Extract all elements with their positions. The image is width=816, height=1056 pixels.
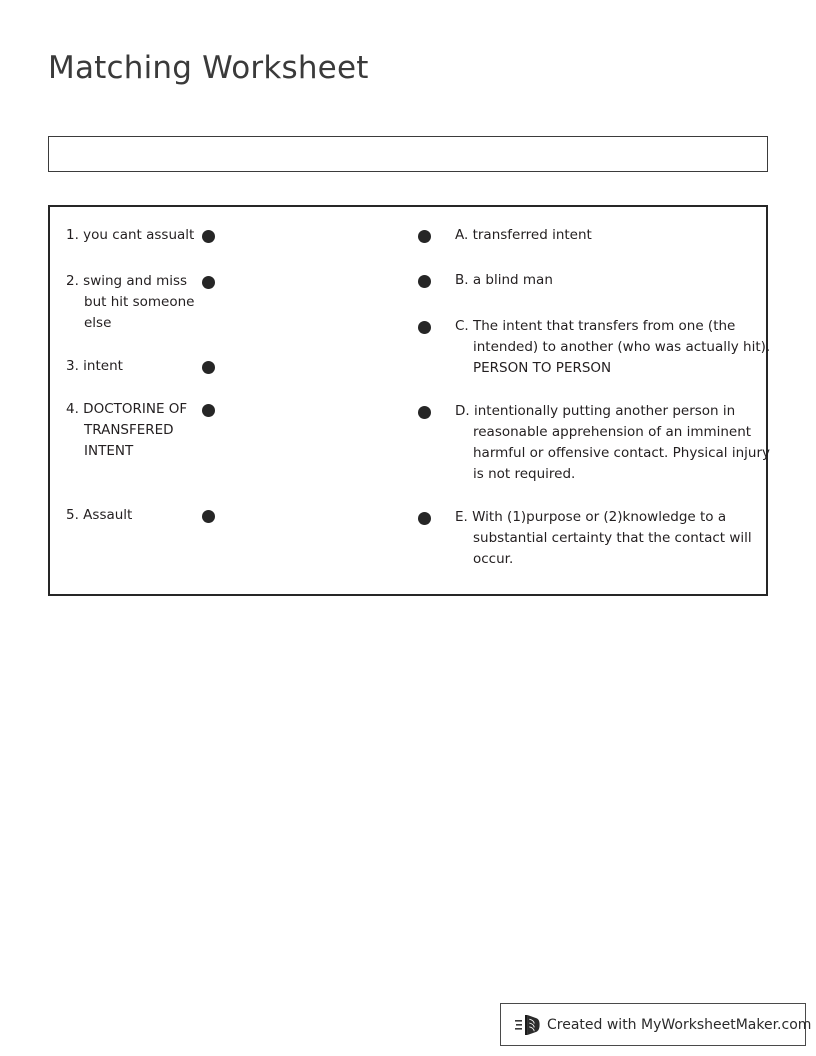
prompt-row[interactable] <box>50 505 380 535</box>
prompt-connector-dot[interactable] <box>202 404 215 417</box>
prompt-text: 1. you cant assualt <box>66 227 195 243</box>
answer-text: D. intentionally putting another person in reasonable apprehension of an imminent harmful or offensive contact. Physical injury is not required. <box>455 403 770 482</box>
prompt-connector-dot[interactable] <box>202 361 215 374</box>
matching-columns <box>50 207 771 594</box>
answer-connector-dot[interactable] <box>418 230 431 243</box>
answer-row[interactable] <box>406 270 766 316</box>
answer-text: A. transferred intent <box>455 227 592 243</box>
prompt-column <box>50 225 380 535</box>
prompt-text: 3. intent <box>66 358 123 374</box>
answer-row[interactable] <box>406 401 770 507</box>
instructions-box[interactable] <box>48 136 768 172</box>
answer-connector-dot[interactable] <box>418 406 431 419</box>
answer-column <box>406 225 771 572</box>
prompt-connector-dot[interactable] <box>202 510 215 523</box>
badge-label: Created with MyWorksheetMaker.com <box>547 1016 812 1033</box>
prompt-connector-dot[interactable] <box>202 230 215 243</box>
prompt-text: 5. Assault <box>66 507 133 523</box>
answer-row[interactable] <box>406 507 766 572</box>
matching-exercise-box <box>48 205 771 596</box>
prompt-row[interactable] <box>50 356 380 399</box>
page-title: Matching Worksheet <box>48 50 369 86</box>
answer-row[interactable] <box>406 225 766 270</box>
created-with-badge[interactable] <box>500 1003 812 1046</box>
prompt-text: 4. DOCTORINE OF TRANSFERED INTENT <box>66 401 188 459</box>
answer-text: C. The intent that transfers from one (the intended) to another (who was actually hit). PERSON TO PERSON <box>455 318 771 376</box>
prompt-row[interactable] <box>50 271 380 356</box>
quill-logo-icon <box>515 1013 541 1037</box>
answer-text: B. a blind man <box>455 272 553 288</box>
answer-text: E. With (1)purpose or (2)knowledge to a substantial certainty that the contact will occur. <box>455 509 752 567</box>
answer-connector-dot[interactable] <box>418 512 431 525</box>
prompt-connector-dot[interactable] <box>202 276 215 289</box>
answer-connector-dot[interactable] <box>418 321 431 334</box>
instructions-input[interactable] <box>49 137 767 171</box>
prompt-text: 2. swing and miss but hit someone else <box>66 273 195 331</box>
answer-connector-dot[interactable] <box>418 275 431 288</box>
prompt-row[interactable] <box>50 225 380 271</box>
answer-row[interactable] <box>406 316 771 401</box>
prompt-row[interactable] <box>50 399 380 505</box>
